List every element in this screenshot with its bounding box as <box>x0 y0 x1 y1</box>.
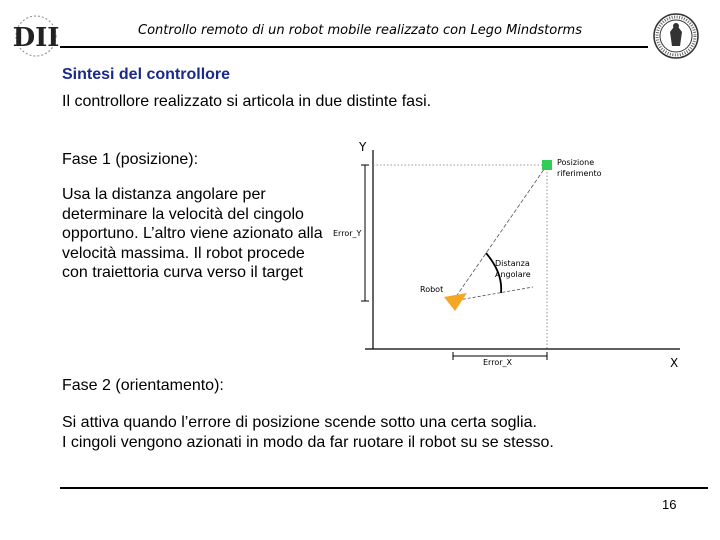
target-marker <box>542 160 552 170</box>
phase2-body-line2: I cingoli vengono azionati in modo da far ruotare il robot su se stesso. <box>62 434 554 451</box>
error-y-label: Error_Y <box>333 229 362 238</box>
intro-text: Il controllore realizzato si articola in due distinte fasi. <box>62 93 432 110</box>
header-title: Controllo remoto di un robot mobile realizzato con Lego Mindstorms <box>138 23 582 38</box>
y-axis-label: Y <box>359 140 367 154</box>
position-diagram <box>325 135 705 370</box>
footer-rule <box>60 487 708 489</box>
error-x-label: Error_X <box>483 358 512 367</box>
page-number: 16 <box>662 497 677 512</box>
university-seal-icon <box>652 12 700 60</box>
angle-label-line1: Distanza <box>495 259 530 268</box>
angle-label-line2: Angolare <box>495 270 531 279</box>
target-label-line1: Posizione <box>557 158 595 167</box>
target-label-line2: riferimento <box>557 169 602 178</box>
robot-marker <box>444 293 467 311</box>
phase2-body-line1: Si attiva quando l’errore di posizione scende sotto una certa soglia. <box>62 414 537 431</box>
phase1-title: Fase 1 (posizione): <box>62 151 199 168</box>
robot-label: Robot <box>420 285 444 294</box>
phase2-body <box>62 413 554 453</box>
dii-logo-text: DII <box>12 23 60 53</box>
section-title: Sintesi del controllore <box>62 66 231 83</box>
x-axis-label: X <box>670 356 679 370</box>
dii-logo <box>10 14 62 60</box>
phase1-body: Usa la distanza angolare per determinare la velocità del cingolo opportuno. L’altro viene azionato alla velocità massima. Il robot procede con traiettoria curva verso il target <box>62 186 323 281</box>
header-rule <box>60 46 648 48</box>
phase2-title: Fase 2 (orientamento): <box>62 377 224 394</box>
